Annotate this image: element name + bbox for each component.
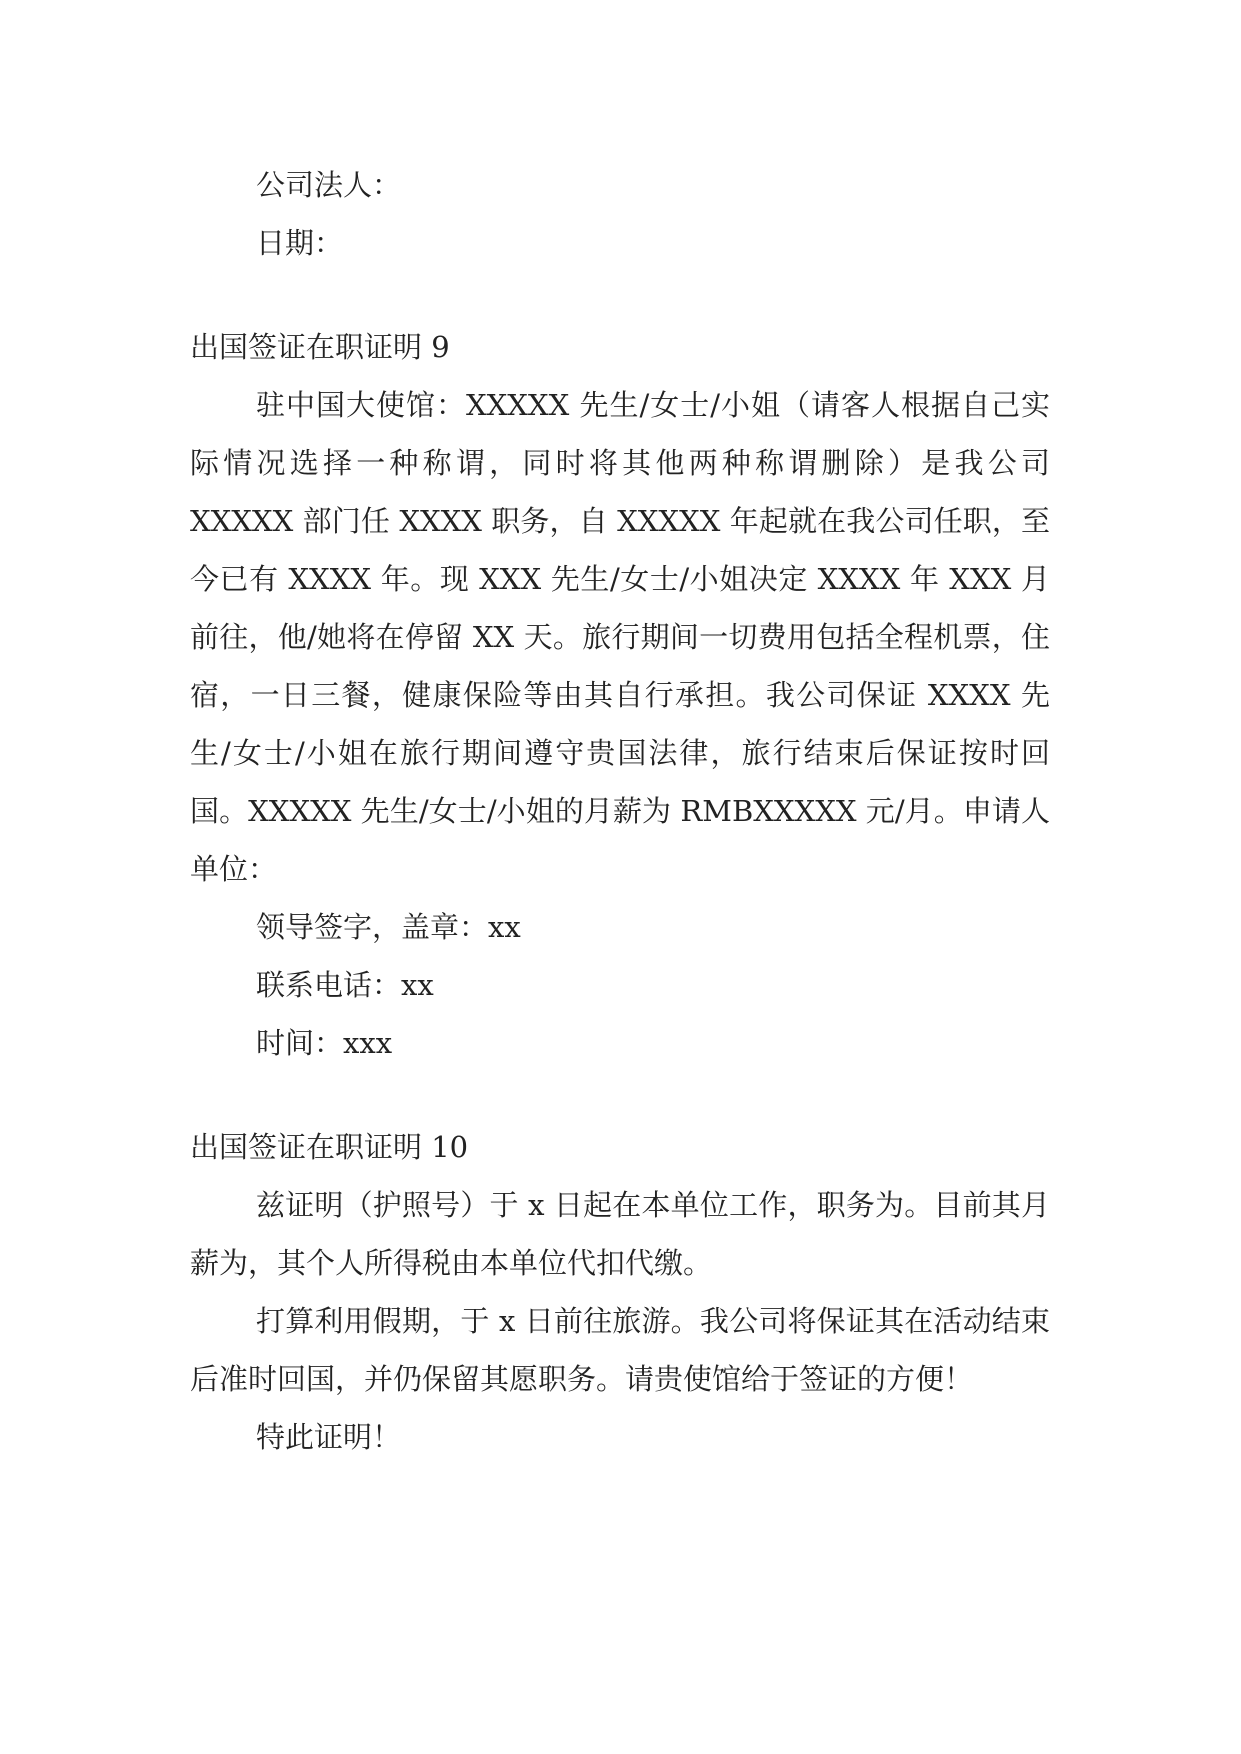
contact-phone-line: 联系电话：xx <box>256 968 434 1002</box>
leader-signature-line: 领导签字，盖章：xx <box>256 910 521 944</box>
document-body <box>190 156 1050 1466</box>
legal-representative-label: 公司法人： <box>256 168 402 202</box>
time-line: 时间：xxx <box>256 1026 393 1060</box>
section-10-paragraph-2: 打算利用假期，于 x 日前往旅游。我公司将保证其在活动结束后准时回国，并仍保留其愿职务。请贵使馆给于签证的方便！ <box>190 1304 1050 1396</box>
date-label: 日期： <box>256 226 344 260</box>
section-10-title: 出国签证在职证明 10 <box>190 1130 469 1164</box>
section-9-title: 出国签证在职证明 9 <box>190 330 450 364</box>
section-10-paragraph-1: 兹证明（护照号）于 x 日起在本单位工作，职务为。目前其月薪为，其个人所得税由本单位代扣代缴。 <box>190 1188 1050 1280</box>
section-9-body: 驻中国大使馆：XXXXX 先生/女士/小姐（请客人根据自己实际情况选择一种称谓，同时将其他两种称谓删除）是我公司 XXXXX 部门任 XXXX 职务，自 XXXXX 年起就在我公司任职，至今已有 XXXX 年。现 XXX 先生/女士/小姐决定 XXXX 年 XXX 月前往，他/她将在停留 XX 天。旅行期间一切费用包括全程机票，住宿，一日三餐，健康保险等由其自行承担。我公司保证 XXXX 先生/女士/小姐在旅行期间遵守贵国法律，旅行结束后保证按时回国。XXXXX 先生/女士/小姐的月薪为 RMBXXXXX 元/月。申请人单位： <box>190 388 1050 886</box>
section-10-closing: 特此证明！ <box>256 1420 402 1454</box>
